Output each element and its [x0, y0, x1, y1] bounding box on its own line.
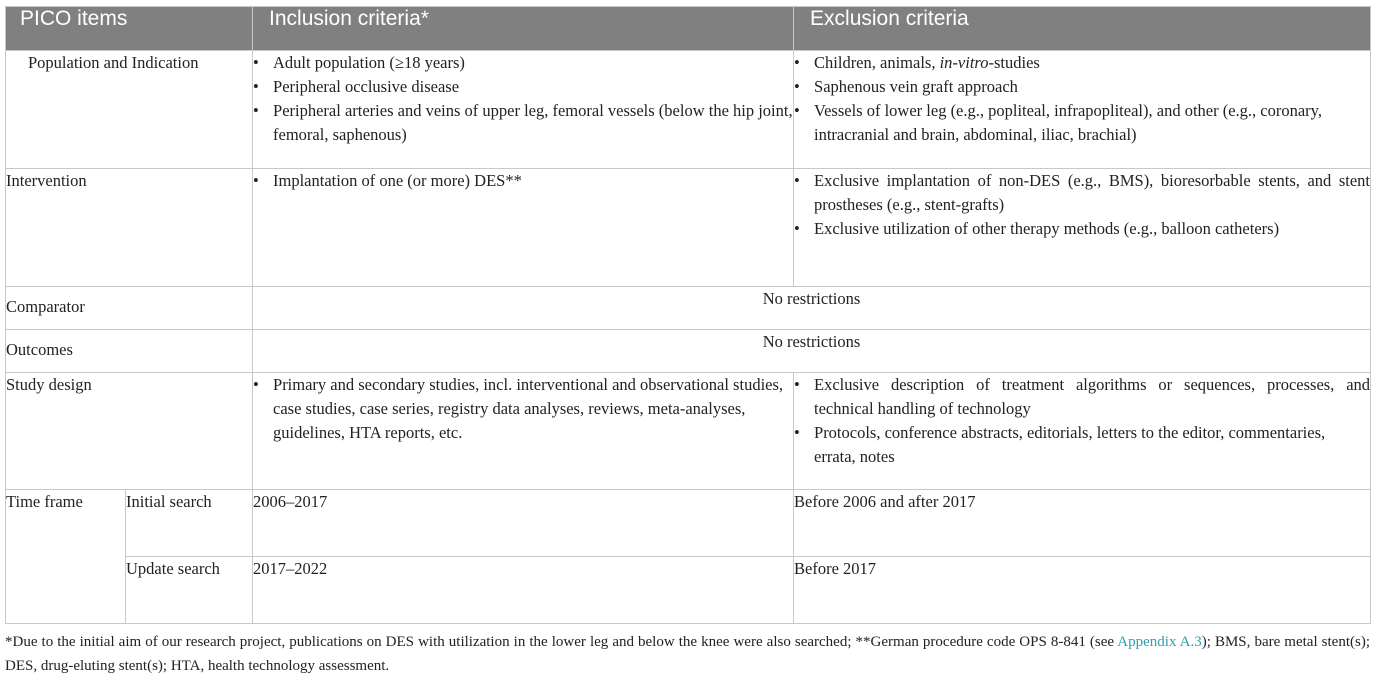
list-item: • Adult population (≥18 years): [253, 51, 793, 75]
list-item: • Vessels of lower leg (e.g., popliteal, infrapopliteal), and other (e.g., coronary, intracranial and brain, abdominal, iliac, brachial): [794, 99, 1370, 147]
inclusion-population: [253, 51, 794, 169]
inclusion-update-search: 2017–2022: [253, 557, 794, 624]
row-label-initial-search: Initial search: [126, 490, 253, 557]
comparator-value: No restrictions: [253, 287, 1371, 330]
row-label-outcomes: Outcomes: [6, 330, 253, 373]
header-exclusion-criteria: Exclusion criteria: [794, 7, 1371, 51]
header-pico-items: PICO items: [6, 7, 253, 51]
appendix-link[interactable]: Appendix A.3: [1117, 634, 1202, 650]
header-row: [6, 7, 1371, 51]
row-label-update-search: Update search: [126, 557, 253, 624]
footnote-text: *Due to the initial aim of our research project, publications on DES with utilization in the lower leg and below the knee were also searched; **German procedure code OPS 8-841 (see: [5, 634, 1118, 650]
list-item: • Protocols, conference abstracts, editorials, letters to the editor, commentaries, errata, notes: [794, 421, 1370, 469]
list-item: • Exclusive description of treatment algorithms or sequences, processes, and technical handling of technology: [794, 373, 1370, 421]
table-footnote: [5, 630, 1370, 678]
header-inclusion-criteria: Inclusion criteria*: [253, 7, 794, 51]
text-fragment: -studies: [988, 53, 1040, 72]
list-item: • Primary and secondary studies, incl. interventional and observational studies, case studies, case series, registry data analyses, reviews, meta-analyses, guidelines, HTA reports, etc.: [253, 373, 793, 445]
list-item: • Saphenous vein graft approach: [794, 75, 1370, 99]
list-item: • Exclusive utilization of other therapy methods (e.g., balloon catheters): [794, 217, 1370, 241]
row-label-intervention: Intervention: [6, 169, 253, 287]
row-label-study-design: Study design: [6, 373, 253, 490]
list-item: • Implantation of one (or more) DES**: [253, 169, 793, 193]
text-fragment: Children, animals,: [814, 53, 940, 72]
table-row-outcomes: [6, 330, 1371, 373]
row-label-population: Population and Indication: [6, 51, 253, 169]
footnote-text: ); BMS, bare metal stent(s); DES, drug-eluting stent(s); HTA, health technology assessment.: [5, 634, 1370, 674]
table-row-population: [6, 51, 1371, 169]
exclusion-intervention: [794, 169, 1371, 287]
pico-table: [5, 6, 1371, 624]
exclusion-update-search: Before 2017: [794, 557, 1371, 624]
row-label-time-frame: Time frame: [6, 490, 126, 624]
table-row-time-frame-update: [6, 557, 1371, 624]
list-item: [794, 51, 1370, 75]
exclusion-population: [794, 51, 1371, 169]
exclusion-initial-search: Before 2006 and after 2017: [794, 490, 1371, 557]
italic-text: in-vitro: [939, 53, 989, 72]
table-row-comparator: [6, 287, 1371, 330]
inclusion-intervention: [253, 169, 794, 287]
table-row-time-frame-initial: [6, 490, 1371, 557]
table-row-intervention: [6, 169, 1371, 287]
list-item: • Peripheral occlusive disease: [253, 75, 793, 99]
exclusion-study-design: [794, 373, 1371, 490]
outcomes-value: No restrictions: [253, 330, 1371, 373]
inclusion-study-design: [253, 373, 794, 490]
row-label-comparator: Comparator: [6, 287, 253, 330]
list-item: • Peripheral arteries and veins of upper leg, femoral vessels (below the hip joint, femoral, saphenous): [253, 99, 793, 147]
inclusion-initial-search: 2006–2017: [253, 490, 794, 557]
list-item: • Exclusive implantation of non-DES (e.g., BMS), bioresorbable stents, and stent prostheses (e.g., stent-grafts): [794, 169, 1370, 217]
table-row-study-design: [6, 373, 1371, 490]
